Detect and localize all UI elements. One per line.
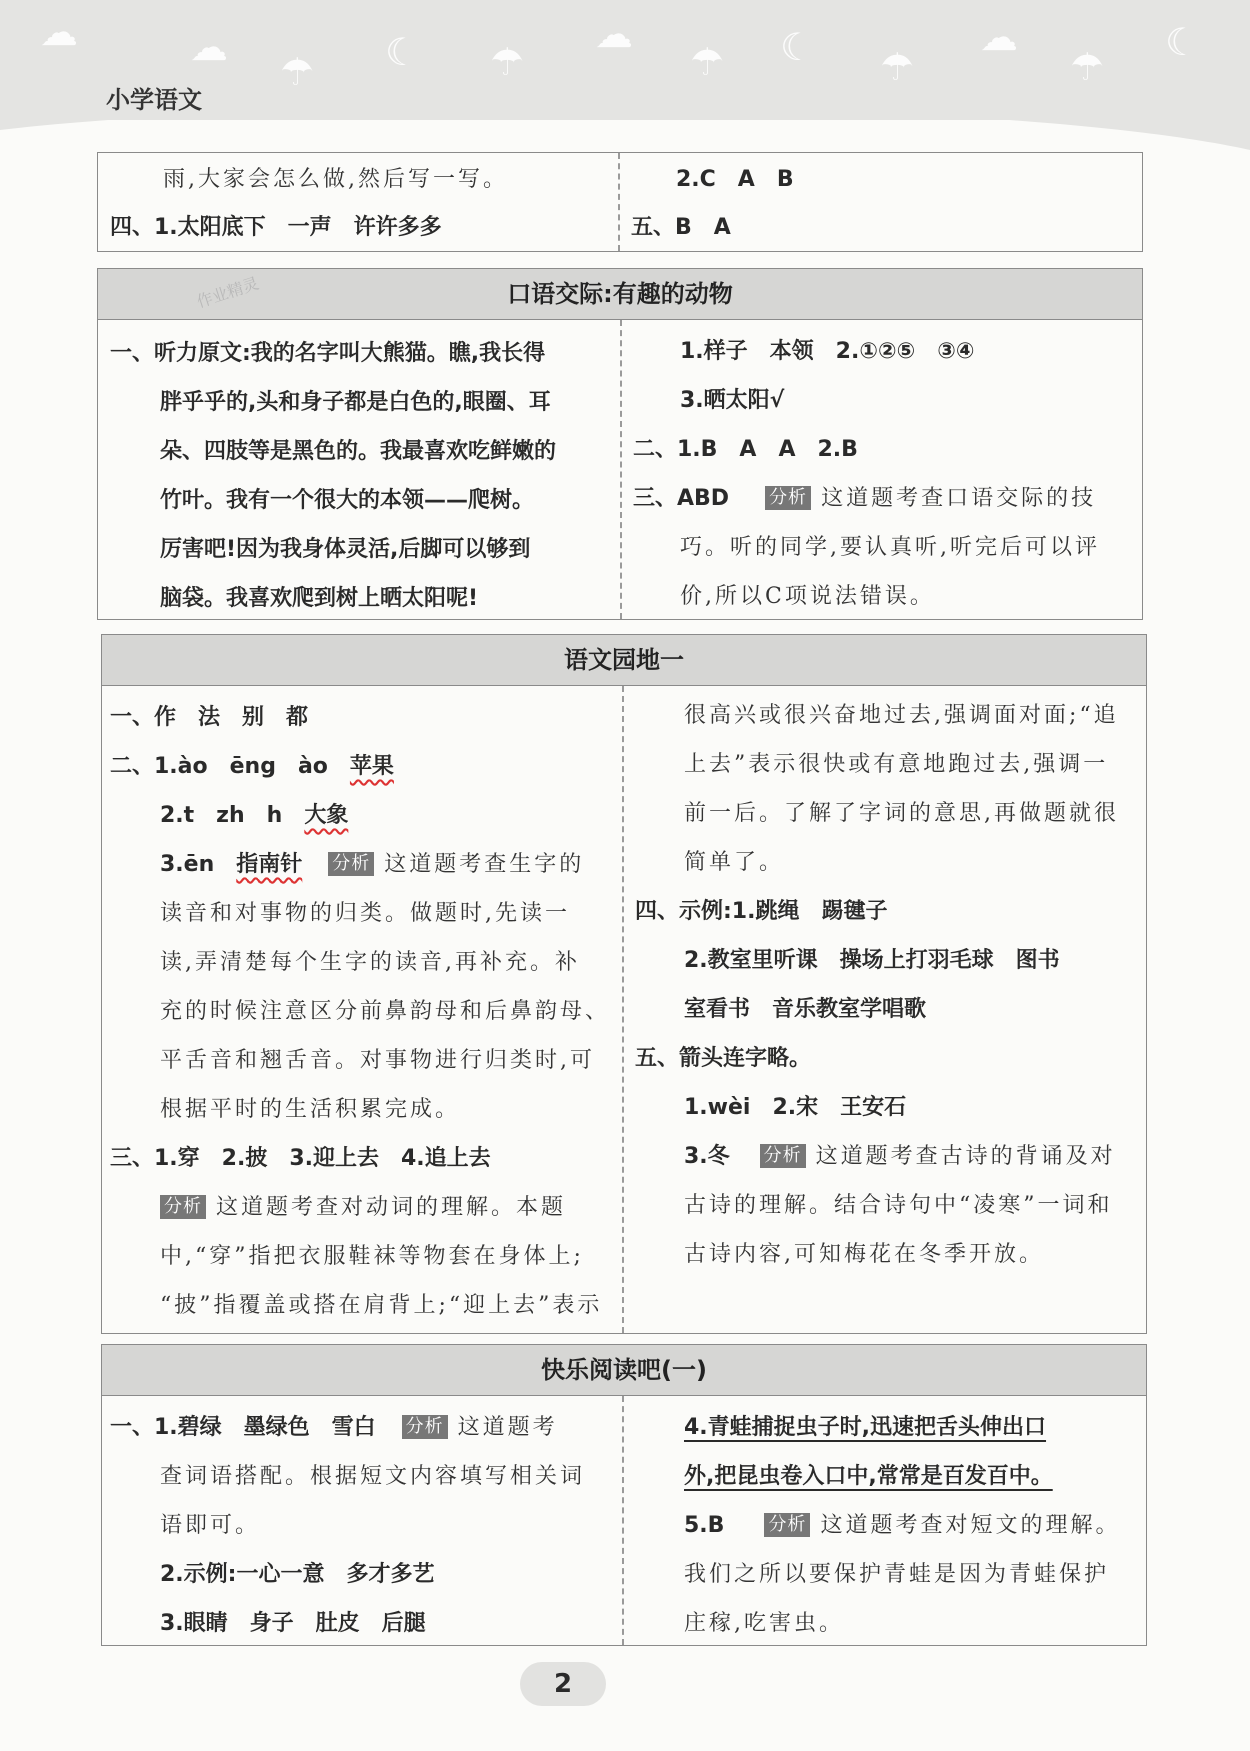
analysis-text: 这道题考查古诗的背诵及对 <box>815 1144 1116 1169</box>
answer-line: 2.示例:一心一意 多才多艺 <box>160 1562 435 1587</box>
analysis-line: 很高兴或很兴奋地过去,强调面对面;“追 <box>684 703 1119 728</box>
cloud-icon: ☁ <box>980 15 1018 59</box>
rain-cloud-icon: ☂ <box>690 40 725 84</box>
analysis-line: 庄稼,吃害虫。 <box>684 1611 844 1636</box>
answer-text: 3.ēn <box>160 852 237 877</box>
analysis-line: 读音和对事物的归类。做题时,先读一 <box>160 901 570 926</box>
answer-text: 二、1.ào ēng ào <box>110 754 350 779</box>
answer-line: 一、作 法 别 都 <box>110 705 309 730</box>
rain-cloud-icon: ☂ <box>880 45 915 89</box>
analysis-line: 价,所以C项说法错误。 <box>680 584 935 609</box>
analysis-line: 根据平时的生活积累完成。 <box>160 1097 461 1122</box>
section-title: 语文园地一 <box>102 635 1146 686</box>
analysis-line <box>160 1193 566 1223</box>
rain-cloud-icon: ☂ <box>280 50 315 94</box>
answer-line: 一、听力原文:我的名字叫大熊猫。瞧,我长得 <box>110 341 546 366</box>
cloud-icon: ☁ <box>595 12 633 56</box>
answer-text: 3.冬 <box>684 1144 730 1169</box>
analysis-line: 古诗的理解。结合诗句中“凌寒”一词和 <box>684 1193 1113 1218</box>
answer-word: 苹果 <box>349 754 394 779</box>
answer-line: 1.样子 本领 2.①②⑤ ③④ <box>680 339 975 364</box>
moon-icon: ☾ <box>780 25 815 69</box>
answer-box-continued <box>97 152 1143 252</box>
answer-line: 2.C A B <box>676 167 794 192</box>
analysis-line: 中,“穿”指把衣服鞋袜等物套在身体上; <box>160 1244 584 1269</box>
analysis-text: 这道题考查对动词的理解。本题 <box>216 1195 567 1220</box>
answer-line <box>633 484 1096 514</box>
rain-cloud-icon: ☂ <box>1070 45 1105 89</box>
answer-line <box>684 1142 1116 1172</box>
analysis-text: 这道题考查口语交际的技 <box>821 486 1097 511</box>
cloud-icon: ☁ <box>40 10 78 54</box>
answer-line <box>684 1511 1120 1541</box>
column-divider <box>620 320 622 619</box>
answer-text: 5.B <box>684 1513 725 1538</box>
section-title: 口语交际:有趣的动物 <box>98 269 1142 320</box>
analysis-line: “披”指覆盖或搭在肩背上;“迎上去”表示 <box>160 1293 603 1318</box>
column-divider <box>622 1396 624 1645</box>
page-number: 2 <box>520 1662 606 1706</box>
analysis-text: 这道题考 <box>457 1415 558 1440</box>
watermark-stamp: 作业精灵 <box>194 273 262 312</box>
cloud-icon: ☁ <box>190 25 228 69</box>
answer-line: 朵、四肢等是黑色的。我最喜欢吃鲜嫩的 <box>160 439 557 464</box>
answer-line: 1.wèi 2.宋 王安石 <box>684 1095 907 1120</box>
answer-line: 2.教室里听课 操场上打羽毛球 图书 <box>684 948 1060 973</box>
analysis-line: 巧。听的同学,要认真听,听完后可以评 <box>680 535 1100 560</box>
answer-text: 三、ABD <box>633 486 730 511</box>
subject-label: 小学语文 <box>106 86 202 114</box>
answer-line <box>160 801 348 831</box>
analysis-text: 这道题考查生字的 <box>384 852 585 877</box>
rain-cloud-icon: ☂ <box>490 40 525 84</box>
column-divider <box>618 153 620 251</box>
analysis-line: 古诗内容,可知梅花在冬季开放。 <box>684 1242 1044 1267</box>
column-divider <box>622 686 624 1333</box>
moon-icon: ☾ <box>385 30 420 74</box>
answer-line: 五、B A <box>631 215 731 240</box>
analysis-line: 前一后。了解了字词的意思,再做题就很 <box>684 801 1119 826</box>
answer-text: 一、1.碧绿 墨绿色 雪白 <box>110 1415 376 1440</box>
answer-line: 胖乎乎的,头和身子都是白色的,眼圈、耳 <box>160 390 551 415</box>
answer-line: 外,把昆虫卷入口中,常常是百发百中。 <box>684 1464 1053 1489</box>
section-title: 快乐阅读吧(一) <box>102 1345 1146 1396</box>
analysis-tag: 分析 <box>765 486 811 510</box>
section-happy-reading <box>101 1344 1147 1646</box>
analysis-tag: 分析 <box>764 1513 810 1537</box>
analysis-line: 上去”表示很快或有意地跑过去,强调一 <box>684 752 1109 777</box>
answer-line <box>160 850 584 880</box>
answer-line: 3.晒太阳√ <box>680 388 785 413</box>
section-chinese-garden <box>101 634 1147 1334</box>
moon-icon: ☾ <box>1165 20 1200 64</box>
answer-line <box>110 1413 558 1443</box>
analysis-line: 我们之所以要保护青蛙是因为青蛙保护 <box>684 1562 1110 1587</box>
answer-word: 大象 <box>304 803 349 828</box>
answer-line: 二、1.B A A 2.B <box>633 437 858 462</box>
analysis-tag: 分析 <box>760 1144 806 1168</box>
analysis-line: 平舌音和翘舌音。对事物进行归类时,可 <box>160 1048 595 1073</box>
answer-line: 五、箭头连字略。 <box>635 1046 812 1071</box>
answer-line: 4.青蛙捕捉虫子时,迅速把舌头伸出口 <box>684 1415 1047 1440</box>
answer-line: 四、1.太阳底下 一声 许许多多 <box>110 215 442 240</box>
analysis-line: 读,弄清楚每个生字的读音,再补充。补 <box>160 950 580 975</box>
answer-line: 厉害吧!因为我身体灵活,后脚可以够到 <box>160 537 531 562</box>
answer-line: 脑袋。我喜欢爬到树上晒太阳呢! <box>160 586 479 611</box>
analysis-line: 简单了。 <box>684 850 785 875</box>
answer-line: 室看书 音乐教室学唱歌 <box>684 997 927 1022</box>
answer-line: 三、1.穿 2.披 3.迎上去 4.追上去 <box>110 1146 491 1171</box>
answer-text: 2.t zh h <box>160 803 305 828</box>
answer-line <box>110 752 394 782</box>
analysis-tag: 分析 <box>160 1195 206 1219</box>
analysis-line: 充的时候注意区分前鼻韵母和后鼻韵母、 <box>160 999 611 1024</box>
answer-line: 竹叶。我有一个很大的本领——爬树。 <box>160 488 535 513</box>
answer-line: 四、示例:1.跳绳 踢毽子 <box>635 899 888 924</box>
answer-line: 雨,大家会怎么做,然后写一写。 <box>163 167 508 192</box>
analysis-line: 查词语搭配。根据短文内容填写相关词 <box>160 1464 586 1489</box>
analysis-line: 语即可。 <box>160 1513 261 1538</box>
answer-word: 指南针 <box>236 852 303 877</box>
answer-line: 3.眼睛 身子 肚皮 后腿 <box>160 1611 426 1636</box>
analysis-tag: 分析 <box>328 852 374 876</box>
analysis-tag: 分析 <box>402 1415 448 1439</box>
analysis-text: 这道题考查对短文的理解。 <box>820 1513 1121 1538</box>
